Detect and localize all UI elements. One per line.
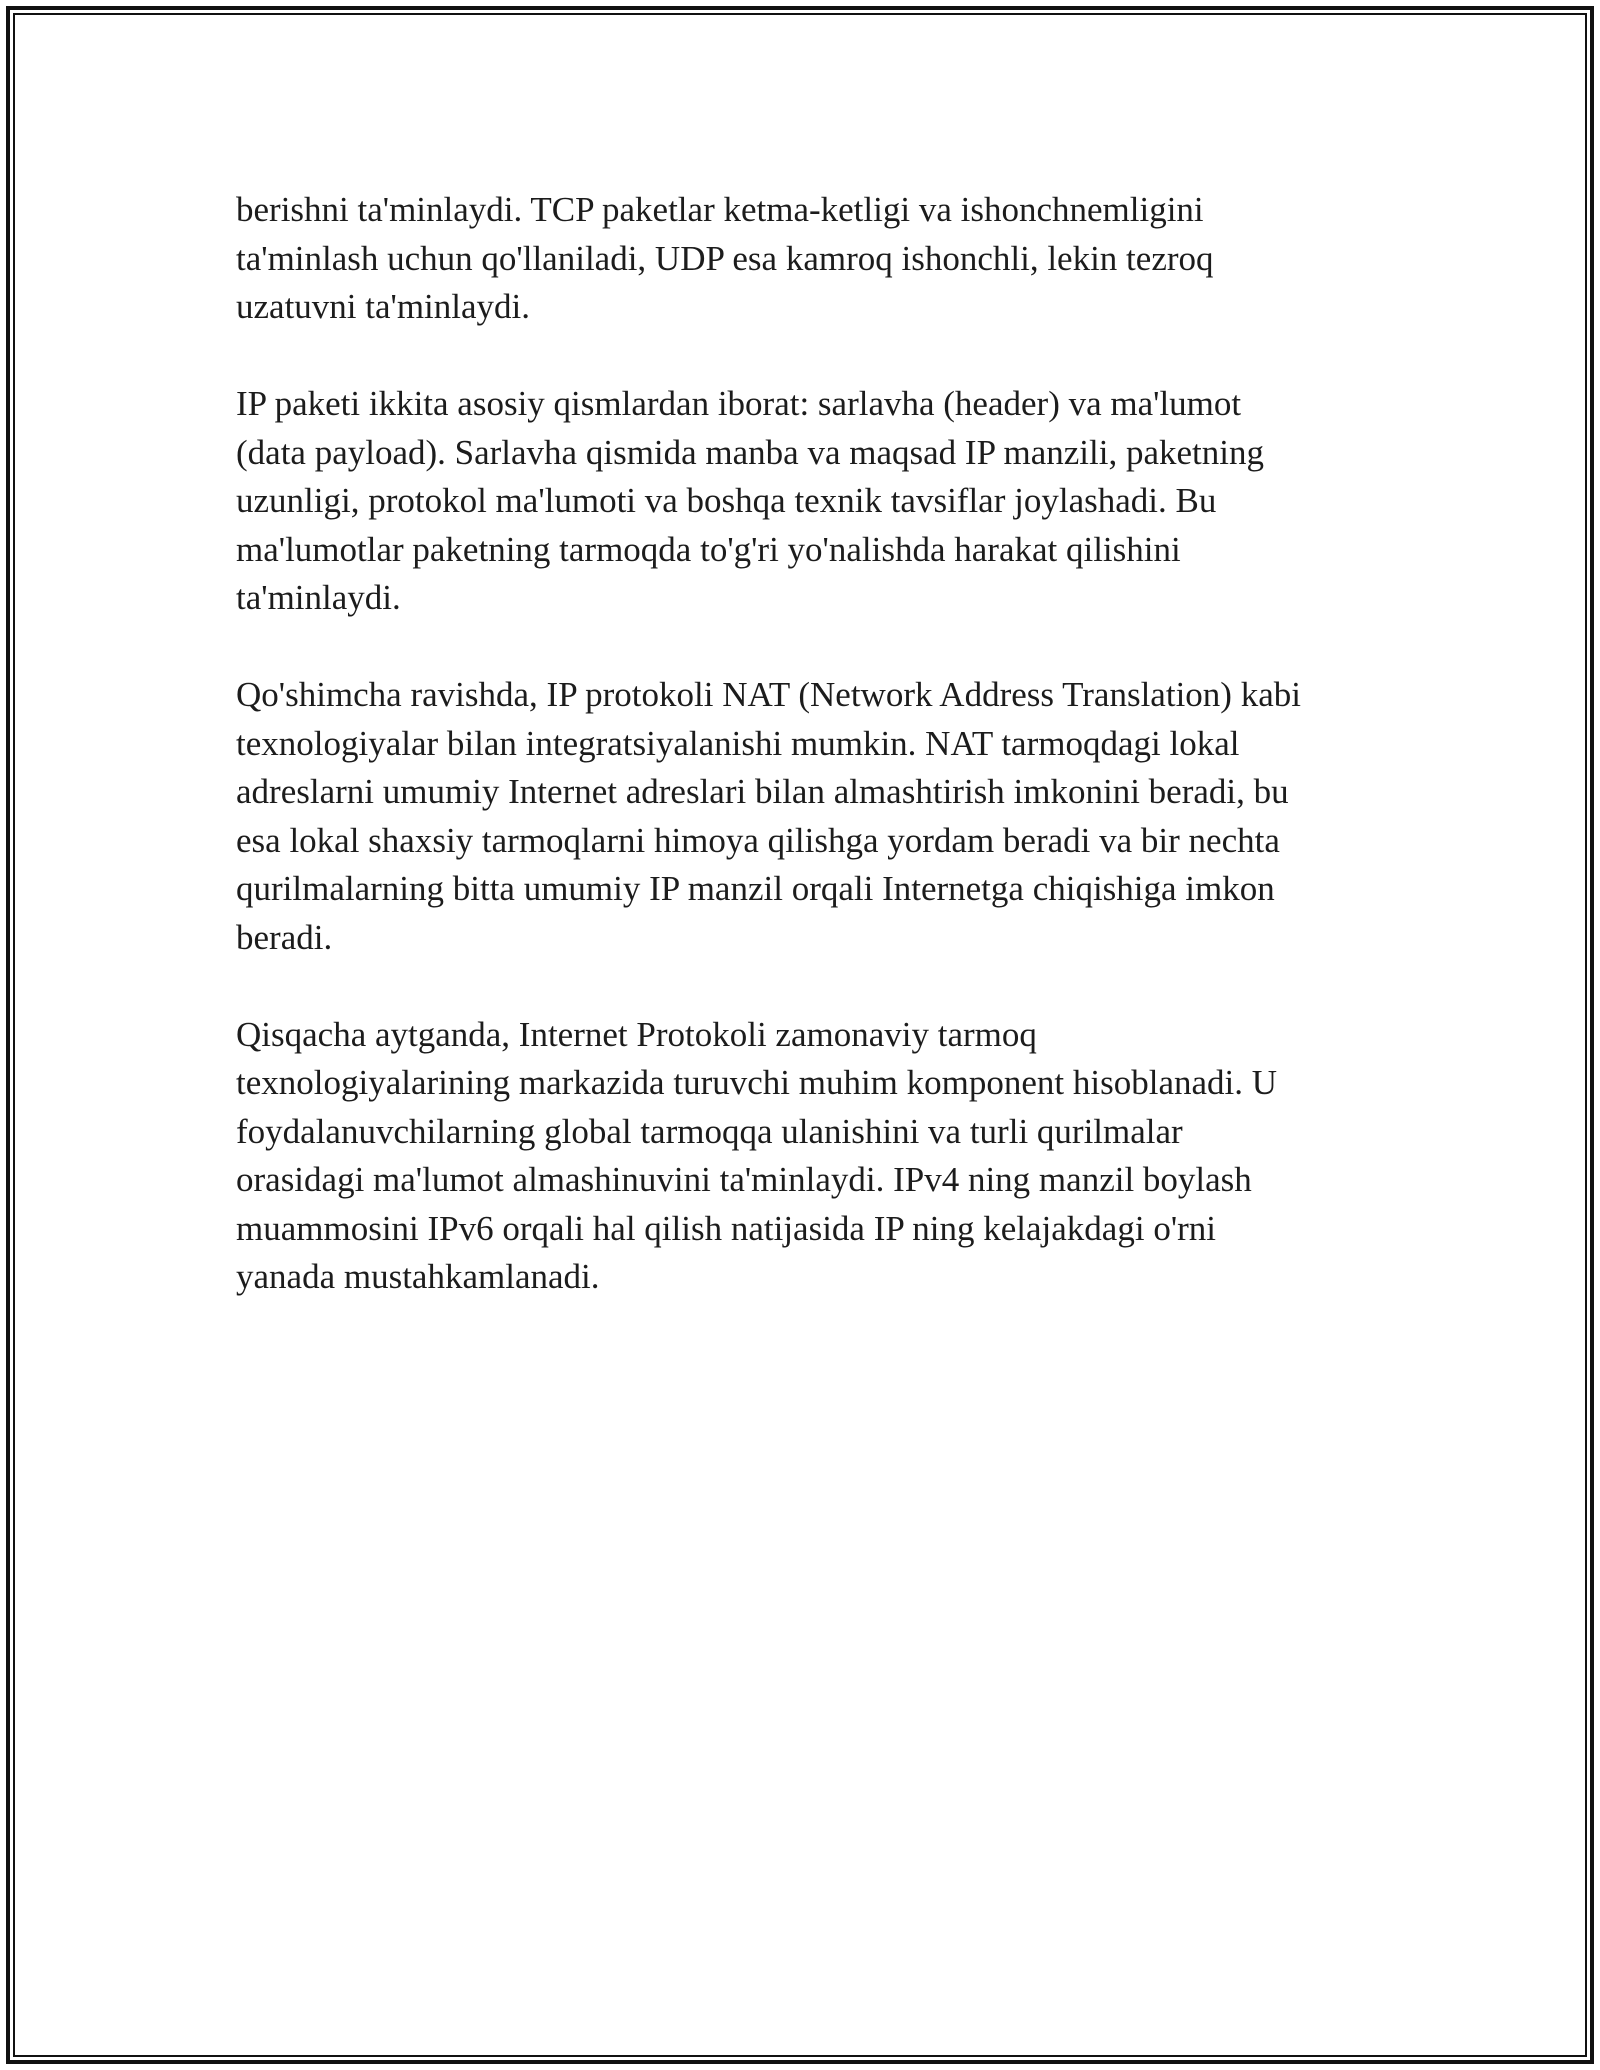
paragraph-line: uzatuvni ta'minlaydi. — [236, 287, 531, 326]
paragraph-line: IP paketi ikkita asosiy qismlardan iborat: sarlavha (header) va ma'lumot — [236, 384, 1242, 423]
paragraph-2 — [236, 380, 1396, 623]
paragraph-4 — [236, 1011, 1396, 1302]
paragraph-line: Qo'shimcha ravishda, IP protokoli NAT (Network Address Translation) kabi — [236, 675, 1301, 714]
paragraph-line: foydalanuvchilarning global tarmoqqa ulanishini va turli qurilmalar — [236, 1111, 1183, 1151]
paragraph-line: beradi. — [236, 917, 333, 957]
paragraph-line: Qisqacha aytganda, Internet Protokoli zamonaviy tarmoq — [236, 1014, 1037, 1054]
paragraph-line: (data payload). Sarlavha qismida manba va maqsad IP manzili, paketning — [236, 432, 1264, 472]
paragraph-line: ma'lumotlar paketning tarmoqda to'g'ri yo'nalishda harakat qilishini — [236, 529, 1181, 569]
paragraph-line: berishni ta'minlaydi. TCP paketlar ketma-ketligi va ishonchnemligini — [236, 190, 1204, 229]
paragraph-line: muammosini IPv6 orqali hal qilish natijasida IP ning kelajakdagi o'rni — [236, 1208, 1216, 1248]
paragraph-line: yanada mustahkamlanadi. — [236, 1257, 600, 1296]
paragraph-line: uzunligi, protokol ma'lumoti va boshqa texnik tavsiflar joylashadi. Bu — [236, 481, 1217, 520]
paragraph-line: texnologiyalarining markazida turuvchi muhim komponent hisoblanadi. U — [236, 1063, 1278, 1102]
paragraph-line: qurilmalarning bitta umumiy IP manzil orqali Internetga chiqishiga imkon — [236, 869, 1275, 908]
paragraph-line: adreslarni umumiy Internet adreslari bilan almashtirish imkonini beradi, bu — [236, 772, 1289, 811]
paragraph-line: orasidagi ma'lumot almashinuvini ta'minlaydi. IPv4 ning manzil boylash — [236, 1160, 1252, 1199]
paragraph-3 — [236, 671, 1396, 962]
paragraph-line: esa lokal shaxsiy tarmoqlarni himoya qilishga yordam beradi va bir nechta — [236, 820, 1280, 860]
paragraph-line: texnologiyalar bilan integratsiyalanishi mumkin. NAT tarmoqdagi lokal — [236, 723, 1240, 763]
paragraph-1 — [236, 186, 1396, 332]
document-body — [236, 186, 1396, 1350]
paragraph-line: ta'minlaydi. — [236, 578, 401, 617]
paragraph-line: ta'minlash uchun qo'llaniladi, UDP esa kamroq ishonchli, lekin tezroq — [236, 238, 1214, 278]
